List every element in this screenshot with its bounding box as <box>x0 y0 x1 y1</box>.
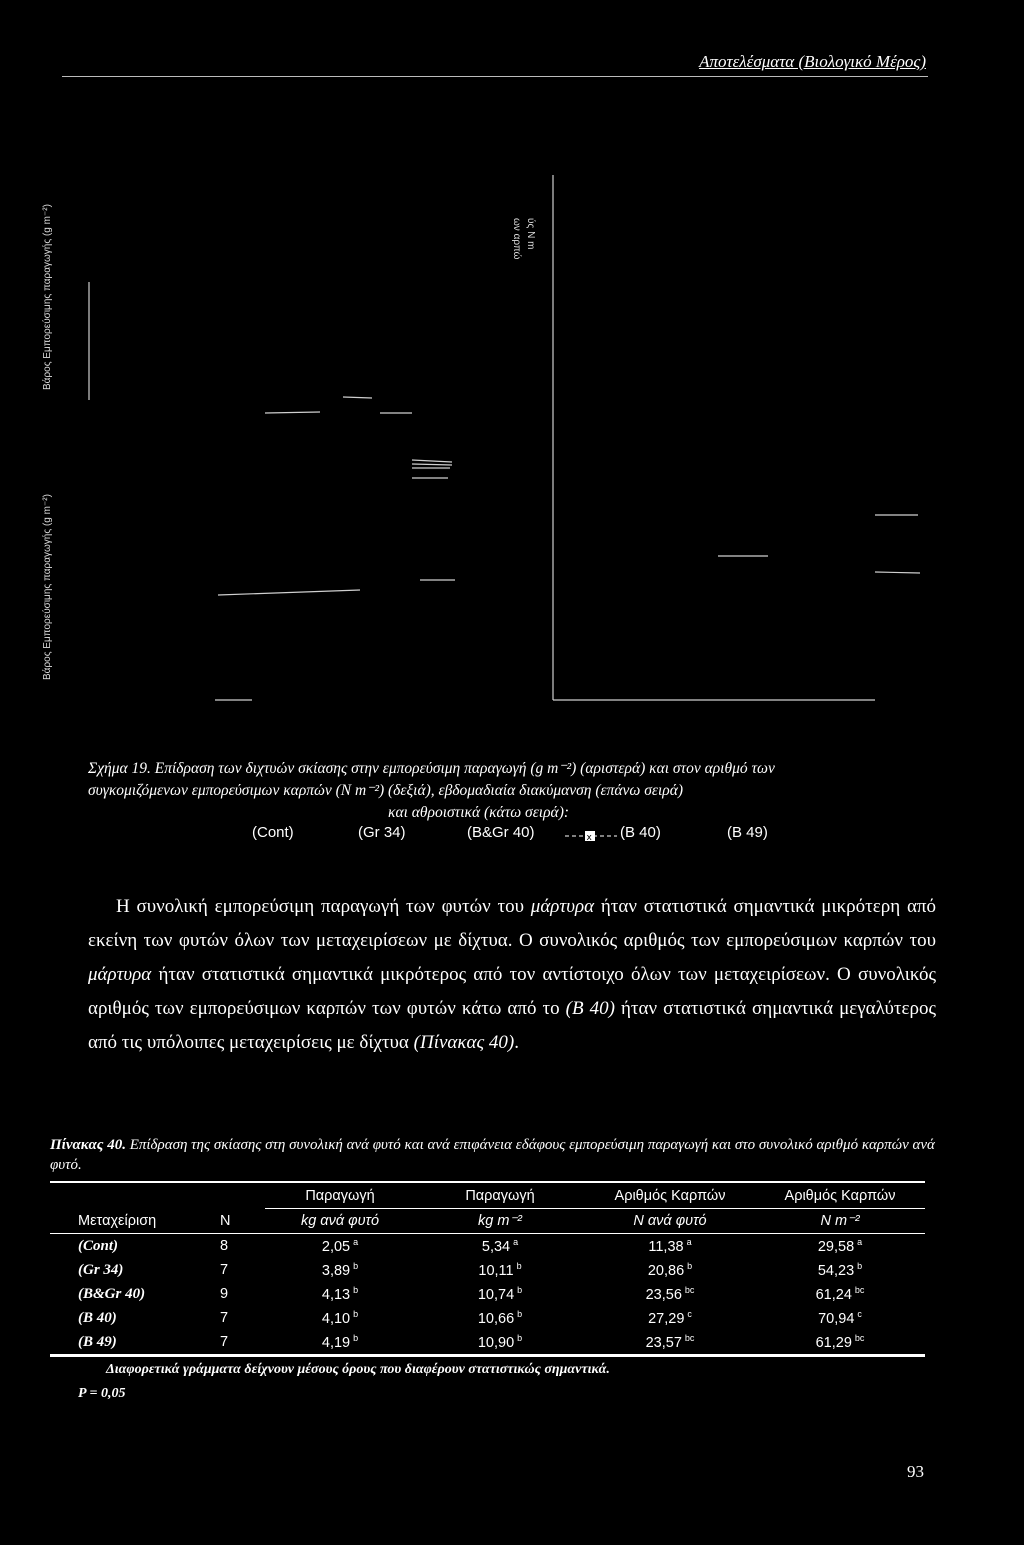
cell-value: 11,38 <box>648 1239 684 1255</box>
cell-value: 3,89 <box>321 1263 351 1279</box>
table-caption-text: Επίδραση της σκίασης στη συνολική ανά φυτό και ανά επιφάνεια εδάφους εμπορεύσιμη παραγωγή και στο συνολικό αριθμό καρπών ανά φυτό. <box>50 1137 935 1173</box>
figure-plot-remnants <box>0 160 1024 720</box>
row-treatment: (B 49) <box>78 1333 117 1350</box>
col-header-treatment: Μεταχείριση <box>78 1212 157 1229</box>
plot-line <box>218 590 360 595</box>
cell-value: 4,10 <box>321 1311 351 1327</box>
legend-item-b40: (B 40) <box>620 824 661 841</box>
cell-value: 23,57 <box>645 1335 682 1351</box>
cell-value: 20,86 <box>647 1263 685 1279</box>
p-value-note: P = 0,05 <box>78 1386 126 1401</box>
col-header-n-m2: N m⁻² <box>820 1213 860 1229</box>
table-row <box>50 1234 925 1259</box>
cell-letter: a <box>513 1237 519 1247</box>
figure-caption-label: Σχήμα 19. <box>88 760 151 777</box>
plot-line <box>412 460 452 462</box>
cell-letter: bc <box>854 1285 865 1295</box>
table-footnote: Διαφορετικά γράμματα δείχνουν μέσους όρους που διαφέρουν στατιστικώς σημαντικά. <box>106 1362 610 1377</box>
para-italic: μάρτυρα <box>88 964 152 985</box>
cell-letter: b <box>353 1261 359 1271</box>
cell-value: 61,24 <box>815 1287 852 1303</box>
para-italic: (Πίνακας 40) <box>413 1032 515 1053</box>
running-header: Αποτελέσματα (Βιολογικό Μέρος) <box>699 52 926 71</box>
results-table <box>50 1184 925 1357</box>
cell-letter: b <box>353 1285 359 1295</box>
table-row <box>50 1258 925 1282</box>
cell-value: 61,29 <box>815 1335 852 1351</box>
cell-letter: b <box>517 1285 523 1295</box>
svg-text:x: x <box>586 833 592 843</box>
para-text: ήταν στατιστικά σημαντικά μικρότερη από εκείνη των φυτών όλων των μεταχειρίσεων με δίχτυα. Ο συνολικός αριθμός των εμπορεύσιμων καρπών του <box>88 896 936 951</box>
cell-letter: bc <box>684 1285 695 1295</box>
para-italic: (Β 40) <box>565 998 615 1019</box>
group-header: Αριθμός Καρπών <box>585 1184 755 1209</box>
row-n: 7 <box>220 1310 229 1326</box>
row-n: 7 <box>220 1334 229 1350</box>
table-row <box>50 1330 925 1356</box>
legend-marker-icon <box>565 828 617 844</box>
row-treatment: (B&Gr 40) <box>78 1285 146 1302</box>
cell-value: 27,29 <box>648 1311 685 1327</box>
table-top-rule <box>50 1181 925 1183</box>
cell-letter: b <box>517 1333 523 1343</box>
legend-item-b49: (B 49) <box>727 824 768 841</box>
table-caption-label: Πίνακας 40. <box>50 1137 126 1153</box>
para-text: ήταν στατιστικά σημαντικά μεγαλύτερος από τις υπόλοιπες μεταχειρίσεις με δίχτυα <box>88 998 936 1053</box>
cell-value: 4,13 <box>321 1287 351 1303</box>
cell-value: 10,66 <box>477 1311 515 1327</box>
col-header-kg-m2: kg m⁻² <box>478 1213 522 1229</box>
cell-value: 4,19 <box>321 1335 351 1351</box>
para-italic: μάρτυρα <box>530 896 595 917</box>
cell-letter: bc <box>684 1333 695 1343</box>
row-treatment: (Gr 34) <box>78 1261 124 1278</box>
cell-value: 10,90 <box>477 1335 515 1351</box>
table-caption <box>50 1135 940 1175</box>
legend-item-bgr40: (B&Gr 40) <box>467 824 535 841</box>
row-treatment: (B 40) <box>78 1309 117 1326</box>
cell-value: 23,56 <box>645 1287 682 1303</box>
para-text: . <box>514 1032 520 1053</box>
figure-caption-line1: Επίδραση των διχτυών σκίασης στην εμπορεύσιμη παραγωγή (g m⁻²) (αριστερά) και στον αριθμό των <box>154 760 775 777</box>
cell-value: 5,34 <box>481 1239 511 1255</box>
cell-value: 54,23 <box>817 1263 855 1279</box>
cell-letter: a <box>857 1237 863 1247</box>
col-header-kg-plant: kg ανά φυτό <box>300 1213 380 1229</box>
para-text: Η συνολική εμπορεύσιμη παραγωγή των φυτών του <box>116 896 531 917</box>
plot-line <box>412 464 452 465</box>
legend-item-cont: (Cont) <box>252 824 294 841</box>
plot-line <box>343 397 372 398</box>
cell-letter: b <box>857 1261 863 1271</box>
body-paragraph <box>88 890 936 1060</box>
cell-value: 2,05 <box>321 1239 351 1255</box>
row-treatment: (Cont) <box>78 1237 119 1254</box>
cell-value: 29,58 <box>817 1239 855 1255</box>
figure-y2-axis-label-b: ύς N m <box>525 218 536 250</box>
figure-y2-axis-label-a: ων αρπώ <box>511 218 522 260</box>
figure-y-axis-label-bottom: Βάρος Εμπορεύσιμης παραγωγής (g m⁻²) <box>42 494 53 680</box>
col-header-n: N <box>220 1212 231 1229</box>
table-sub-header-row <box>50 1209 925 1234</box>
cell-letter: b <box>353 1309 359 1319</box>
para-text: ήταν στατιστικά σημαντικά μικρότερος από τον αντίστοιχο όλων των μεταχειρίσεων. Ο συνολικός αριθμός των εμπορεύσιμων καρπών των φυτών κάτω από το <box>88 964 936 1019</box>
legend-item-gr34: (Gr 34) <box>358 824 406 841</box>
plot-line <box>875 572 920 573</box>
col-header-n-plant: N ανά φυτό <box>633 1213 707 1229</box>
group-header: Αριθμός Καρπών <box>755 1184 925 1209</box>
cell-value: 10,74 <box>477 1287 515 1303</box>
figure-y-axis-label-top: Βάρος Εμπορεύσιμης παραγωγής (g m⁻²) <box>42 204 53 390</box>
figure-caption <box>88 758 938 824</box>
row-n: 8 <box>220 1238 229 1254</box>
cell-letter: a <box>353 1237 359 1247</box>
cell-letter: a <box>686 1237 692 1247</box>
table-row <box>50 1306 925 1330</box>
table-row <box>50 1282 925 1306</box>
plot-line <box>265 412 320 413</box>
group-header: Παραγωγή <box>415 1184 585 1209</box>
row-n: 7 <box>220 1262 229 1278</box>
figure-caption-line2: συγκομιζόμενων εμπορεύσιμων καρπών (N m⁻²) (δεξιά), εβδομαδιαία διακύμανση (επάνω σειρά) <box>88 782 684 799</box>
cell-letter: c <box>687 1309 692 1319</box>
cell-value: 10,11 <box>478 1263 514 1279</box>
header-rule <box>62 76 928 77</box>
cell-letter: b <box>516 1261 522 1271</box>
cell-letter: c <box>857 1309 862 1319</box>
table-group-header-row <box>50 1184 925 1209</box>
cell-letter: b <box>517 1309 523 1319</box>
cell-letter: bc <box>854 1333 865 1343</box>
row-n: 9 <box>220 1286 229 1302</box>
page-number: 93 <box>907 1462 924 1481</box>
group-header: Παραγωγή <box>265 1184 415 1209</box>
cell-value: 70,94 <box>818 1311 855 1327</box>
cell-letter: b <box>353 1333 359 1343</box>
figure-caption-line3: και αθροιστικά (κάτω σειρά): <box>388 804 570 821</box>
cell-letter: b <box>687 1261 693 1271</box>
